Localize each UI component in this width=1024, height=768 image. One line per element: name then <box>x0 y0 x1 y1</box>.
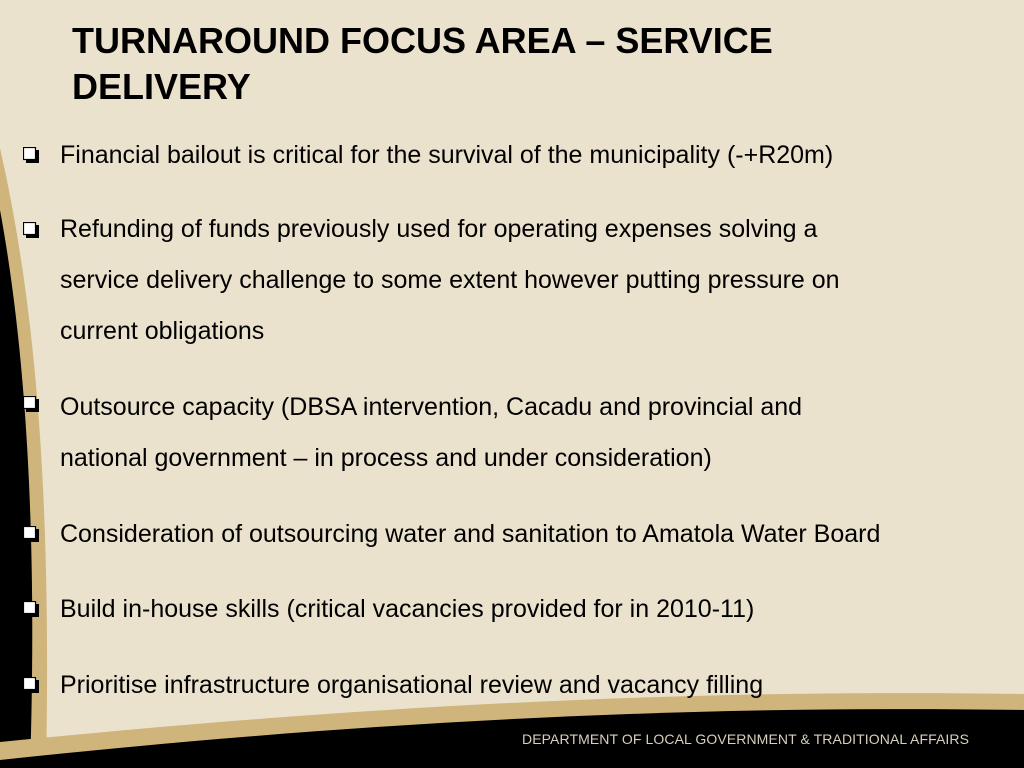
bullet-line: current obligations <box>60 317 265 345</box>
checkbox-square-icon <box>23 147 39 163</box>
bullet-text-refunding <box>60 204 840 357</box>
checkbox-square-icon <box>23 601 39 617</box>
bullet-text-build-skills: Build in-house skills (critical vacancies provided for in 2010-11) <box>60 595 755 623</box>
bullet-line: national government – in process and under consideration) <box>60 444 712 472</box>
bullet-text-financial-bailout: Financial bailout is critical for the survival of the municipality (-+R20m) <box>60 141 834 169</box>
checkbox-square-icon <box>23 526 39 542</box>
bullet-text-prioritise-infrastructure: Prioritise infrastructure organisational review and vacancy filling <box>60 671 764 699</box>
checkbox-square-icon <box>23 396 39 412</box>
bullet-line: service delivery challenge to some extent however putting pressure on <box>60 266 840 294</box>
bullet-text-outsourcing-water: Consideration of outsourcing water and sanitation to Amatola Water Board <box>60 520 881 548</box>
bullet-line: Outsource capacity (DBSA intervention, Cacadu and provincial and <box>60 393 803 421</box>
bullet-line: Refunding of funds previously used for operating expenses solving a <box>60 215 818 243</box>
slide-title: TURNAROUND FOCUS AREA – SERVICE DELIVERY <box>72 20 773 107</box>
bullet-text-outsource-capacity <box>60 382 802 484</box>
checkbox-square-icon <box>23 677 39 693</box>
footer-department-name: DEPARTMENT OF LOCAL GOVERNMENT & TRADITIONAL AFFAIRS <box>522 731 970 747</box>
checkbox-square-icon <box>23 222 39 238</box>
